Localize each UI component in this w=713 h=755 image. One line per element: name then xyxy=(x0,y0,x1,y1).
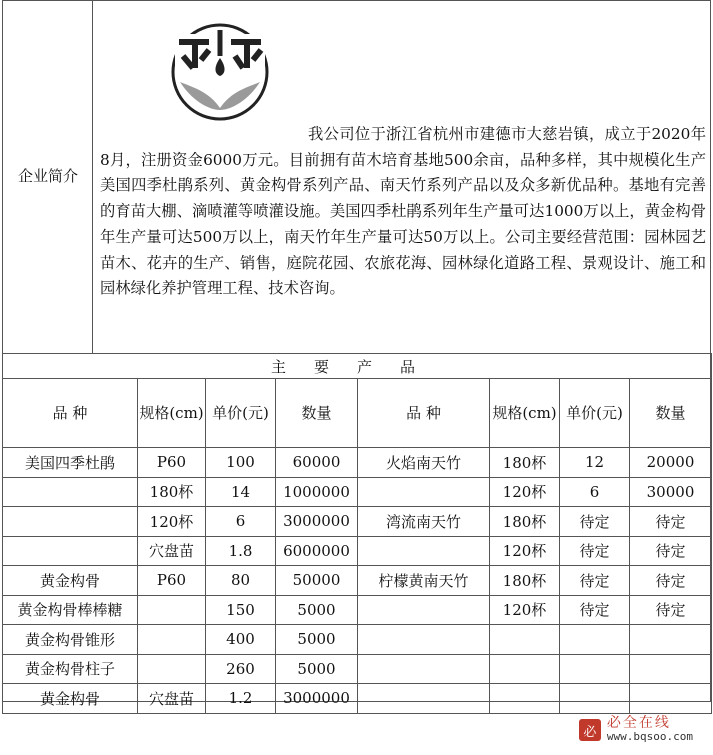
cell-price: 260 xyxy=(206,654,276,684)
cell-qty-right: 待定 xyxy=(630,595,712,625)
cell-name: 美国四季杜鹃 xyxy=(3,448,138,478)
cell-price: 100 xyxy=(206,448,276,478)
table-row xyxy=(3,684,712,714)
cell-name: 黄金构骨 xyxy=(3,566,138,596)
products-body xyxy=(3,448,712,714)
cell-name: 黄金构骨棒棒糖 xyxy=(3,595,138,625)
header-name: 品 种 xyxy=(3,379,138,448)
header-qty: 数量 xyxy=(276,379,358,448)
table-row xyxy=(3,566,712,596)
cell-qty: 5000 xyxy=(276,595,358,625)
cell-price-right: 待定 xyxy=(560,507,630,537)
cell-name-right xyxy=(358,536,490,566)
table-row xyxy=(3,477,712,507)
cell-spec: 120杯 xyxy=(138,507,206,537)
header-name-right: 品 种 xyxy=(358,379,490,448)
cell-name-right: 湾流南天竹 xyxy=(358,507,490,537)
cell-name xyxy=(3,507,138,537)
cell-spec xyxy=(138,595,206,625)
cell-spec: 穴盘苗 xyxy=(138,536,206,566)
cell-name-right xyxy=(358,684,490,714)
label-divider xyxy=(92,0,93,353)
cell-price-right xyxy=(560,625,630,655)
intro-text: 我公司位于浙江省杭州市建德市大慈岩镇，成立于2020年8月，注册资金6000万元。目前拥有苗木培育基地500余亩，品种多样，其中规模化生产美国四季杜鹃系列、黄金构骨系列产品、南天竹系列产品以及众多新优品种。基地有完善的育苗大棚、滴喷灌等喷灌设施。美国四季杜鹃系列年生产量可达1000万以上，黄金构骨年生产量可达500万以上，南天竹年生产量可达50万以上。公司主要经营范围：园林园艺苗木、花卉的生产、销售，庭院花园、农旅花海、园林绿化道路工程、景观设计、施工和园林绿化养护管理工程、技术咨询。 xyxy=(100,125,706,298)
table-row xyxy=(3,625,712,655)
cell-price: 1.2 xyxy=(206,684,276,714)
cell-spec-right xyxy=(490,654,560,684)
cell-qty-right: 待定 xyxy=(630,507,712,537)
cell-qty-right: 20000 xyxy=(630,448,712,478)
cell-spec xyxy=(138,625,206,655)
cell-spec-right: 180杯 xyxy=(490,507,560,537)
products-title-row xyxy=(3,354,712,379)
cell-name-right xyxy=(358,595,490,625)
cell-qty: 6000000 xyxy=(276,536,358,566)
table-row xyxy=(3,654,712,684)
cell-price: 80 xyxy=(206,566,276,596)
cell-spec xyxy=(138,654,206,684)
cell-qty: 3000000 xyxy=(276,507,358,537)
cell-price: 14 xyxy=(206,477,276,507)
cell-spec-right: 120杯 xyxy=(490,595,560,625)
cell-qty-right xyxy=(630,625,712,655)
cell-spec: P60 xyxy=(138,448,206,478)
cell-price-right xyxy=(560,684,630,714)
cell-name: 黄金构骨 xyxy=(3,684,138,714)
cell-price-right: 6 xyxy=(560,477,630,507)
cell-qty: 1000000 xyxy=(276,477,358,507)
cell-spec-right: 180杯 xyxy=(490,448,560,478)
cell-spec: 180杯 xyxy=(138,477,206,507)
cell-qty-right: 待定 xyxy=(630,536,712,566)
cell-price-right: 待定 xyxy=(560,536,630,566)
header-spec: 规格(cm) xyxy=(138,379,206,448)
header-price-right: 单价(元) xyxy=(560,379,630,448)
cell-qty-right: 待定 xyxy=(630,566,712,596)
cell-price: 6 xyxy=(206,507,276,537)
cell-spec-right xyxy=(490,684,560,714)
section-label: 企业简介 xyxy=(17,167,78,185)
cell-name-right: 柠檬黄南天竹 xyxy=(358,566,490,596)
products-title: 主要产品 xyxy=(3,354,712,379)
cell-price-right: 待定 xyxy=(560,566,630,596)
cell-name xyxy=(3,477,138,507)
cell-name: 黄金构骨锥形 xyxy=(3,625,138,655)
header-row xyxy=(3,379,712,448)
cell-qty: 50000 xyxy=(276,566,358,596)
cell-spec: P60 xyxy=(138,566,206,596)
cell-spec-right: 180杯 xyxy=(490,566,560,596)
table-row xyxy=(3,507,712,537)
cell-qty-right xyxy=(630,684,712,714)
cell-price: 400 xyxy=(206,625,276,655)
products-table xyxy=(2,353,712,714)
header-price: 单价(元) xyxy=(206,379,276,448)
cell-name-right xyxy=(358,654,490,684)
cell-name-right xyxy=(358,477,490,507)
watermark-badge-icon: 必 xyxy=(579,719,601,741)
watermark-url: www.bqsoo.com xyxy=(606,730,693,743)
header-spec-right: 规格(cm) xyxy=(490,379,560,448)
cell-name xyxy=(3,536,138,566)
cell-name-right: 火焰南天竹 xyxy=(358,448,490,478)
table-row xyxy=(3,595,712,625)
table-row xyxy=(3,536,712,566)
cell-qty: 5000 xyxy=(276,654,358,684)
cell-qty: 5000 xyxy=(276,625,358,655)
company-intro xyxy=(100,122,706,302)
cell-spec-right: 120杯 xyxy=(490,536,560,566)
site-watermark xyxy=(579,716,693,744)
company-logo xyxy=(165,22,275,122)
cell-qty-right: 30000 xyxy=(630,477,712,507)
cell-spec-right: 120杯 xyxy=(490,477,560,507)
cell-price-right xyxy=(560,654,630,684)
cell-qty: 3000000 xyxy=(276,684,358,714)
cell-name-right xyxy=(358,625,490,655)
cell-qty: 60000 xyxy=(276,448,358,478)
cell-name: 黄金构骨柱子 xyxy=(3,654,138,684)
cell-qty-right xyxy=(630,654,712,684)
cell-price: 1.8 xyxy=(206,536,276,566)
cell-price: 150 xyxy=(206,595,276,625)
cell-spec: 穴盘苗 xyxy=(138,684,206,714)
table-row xyxy=(3,448,712,478)
watermark-name: 必全在线 xyxy=(606,715,671,731)
cell-price-right: 12 xyxy=(560,448,630,478)
cell-price-right: 待定 xyxy=(560,595,630,625)
cell-spec-right xyxy=(490,625,560,655)
header-qty-right: 数量 xyxy=(630,379,712,448)
